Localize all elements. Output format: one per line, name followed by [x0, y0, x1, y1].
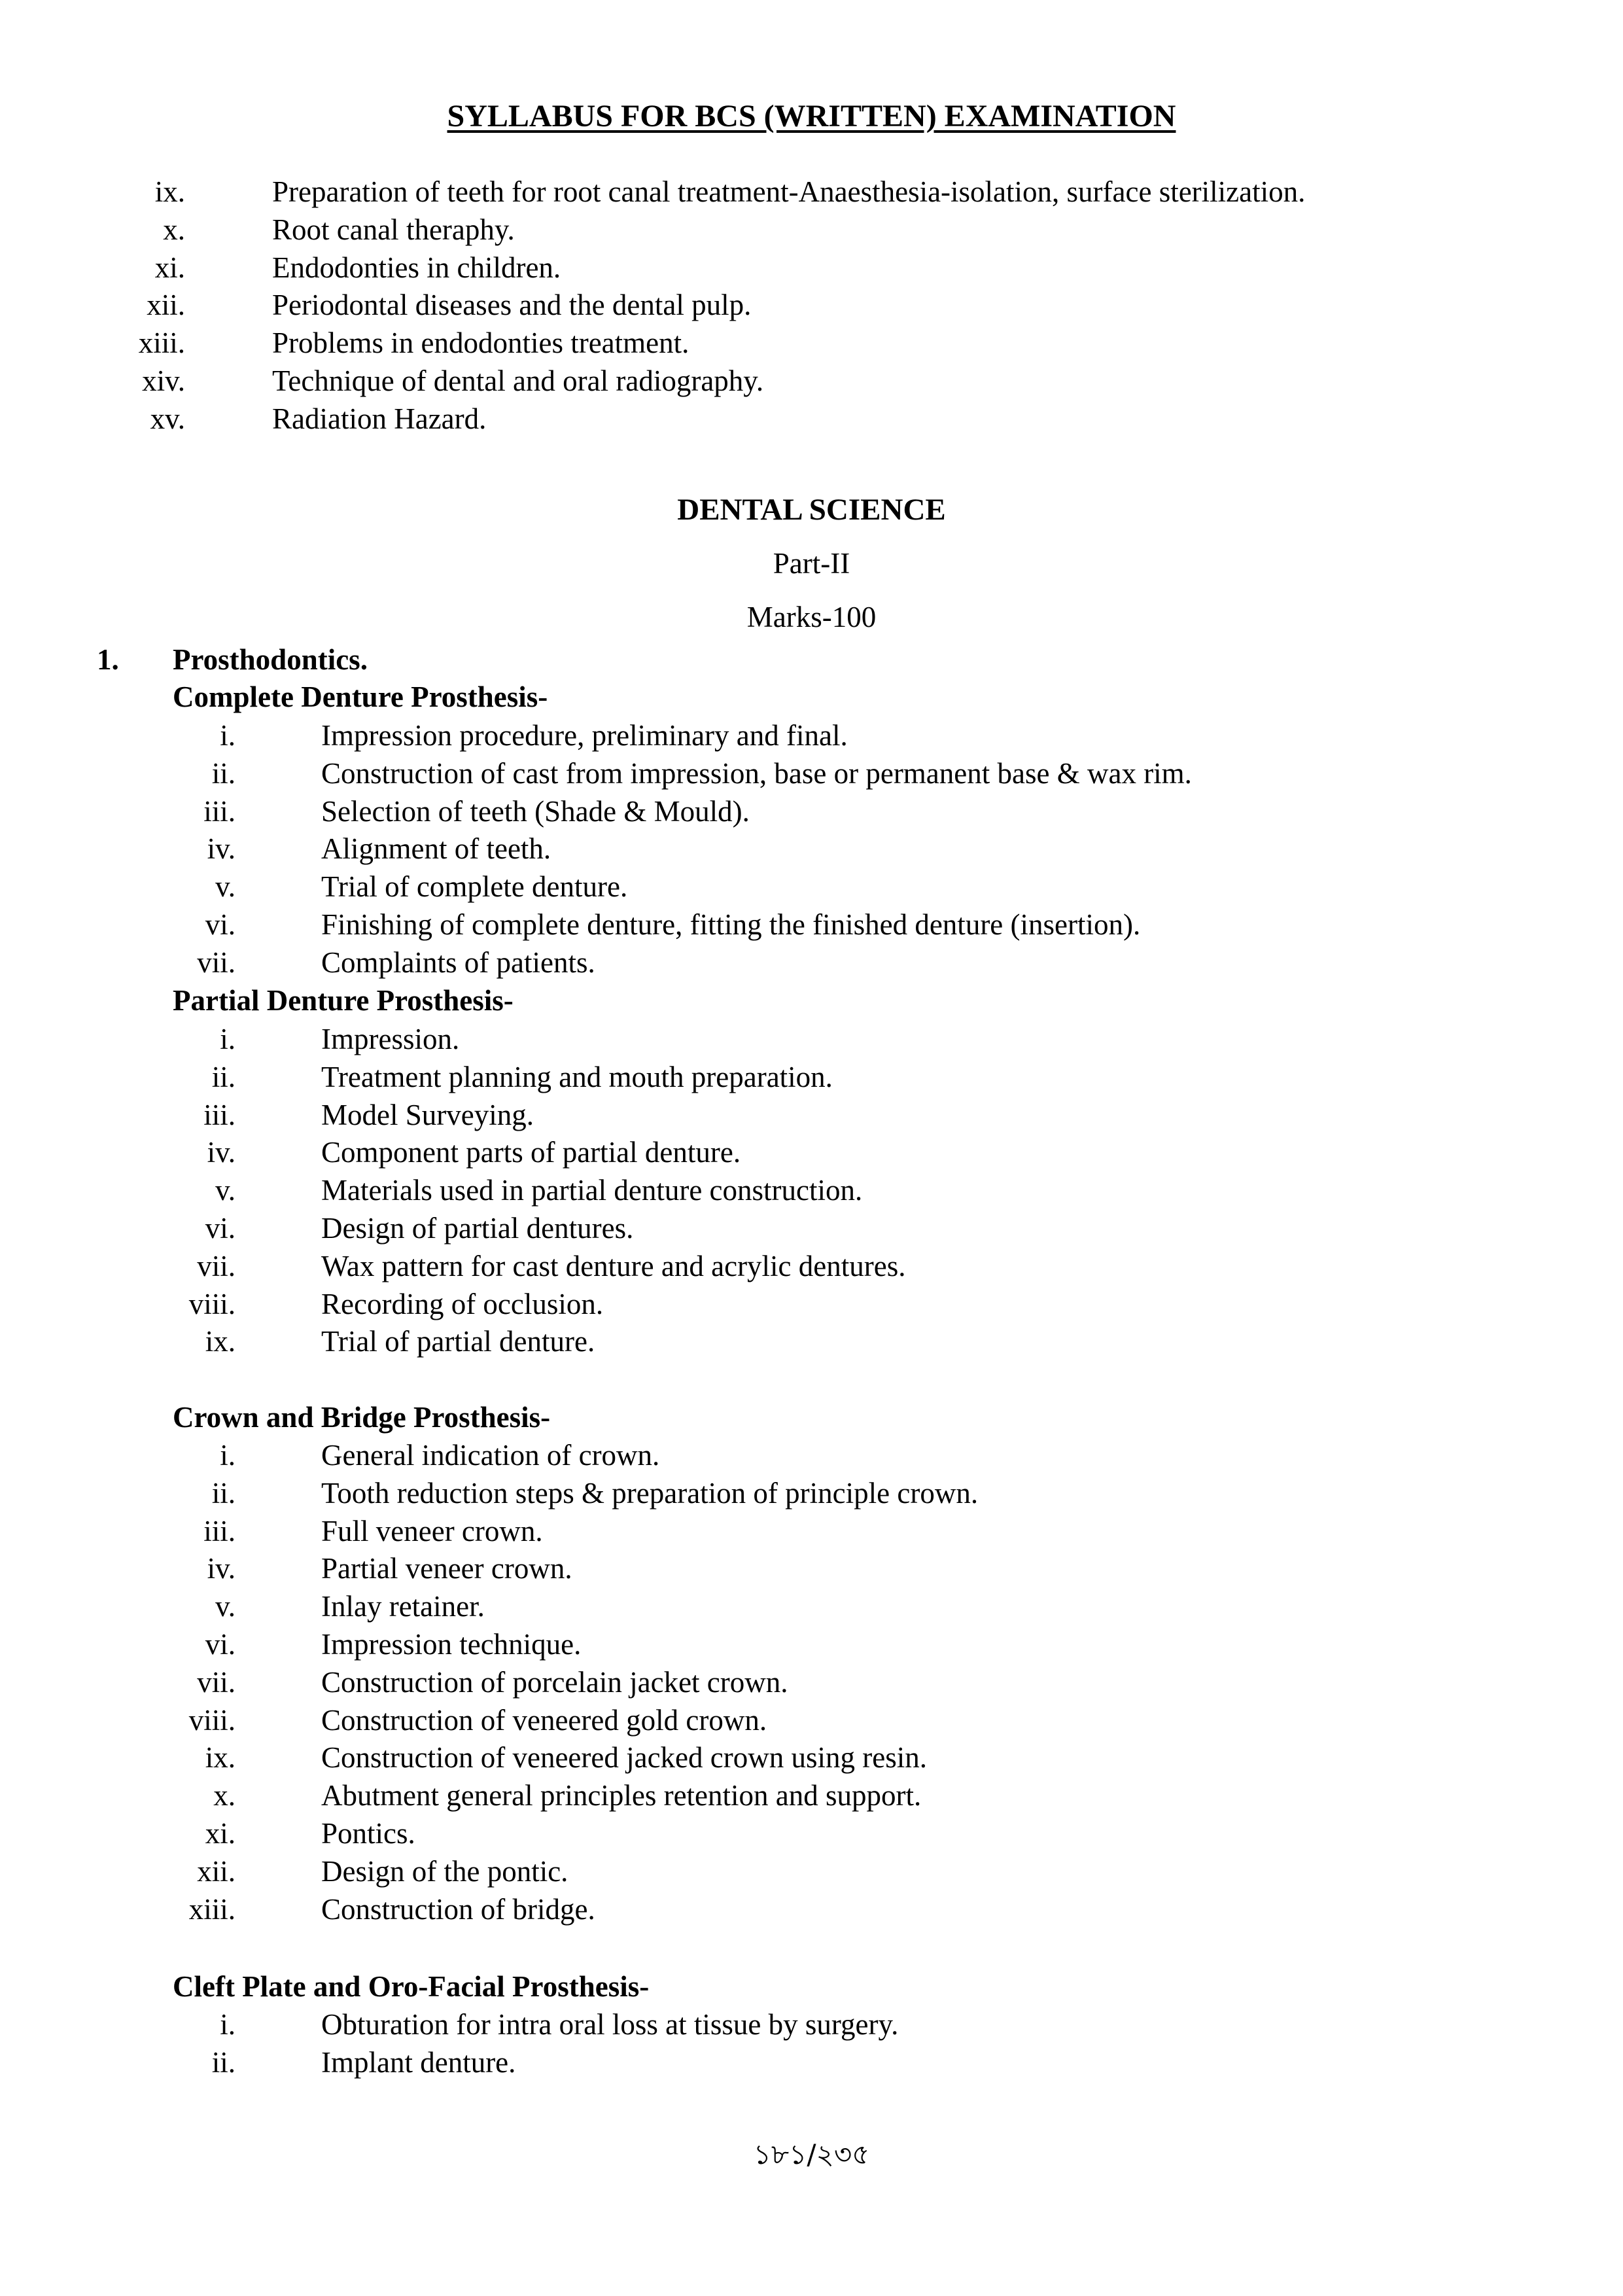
item-text: Wax pattern for cast denture and acrylic dentures. [321, 1249, 906, 1282]
cleft-plate-heading: Cleft Plate and Oro-Facial Prosthesis- [173, 1970, 650, 2003]
item-text: Abutment general principles retention and support. [321, 1779, 922, 1812]
item-text: Design of partial dentures. [321, 1211, 634, 1245]
item-number: vi. [205, 1211, 236, 1245]
item-number: viii. [188, 1703, 236, 1737]
item-number: xiii. [138, 327, 185, 360]
item-text: Impression technique. [321, 1627, 582, 1661]
item-number: xiii. [188, 1892, 236, 1926]
complete-denture-heading: Complete Denture Prosthesis- [173, 680, 548, 713]
item-text: Inlay retainer. [321, 1590, 485, 1623]
item-text: Impression procedure, preliminary and final. [321, 719, 848, 752]
item-number: xi. [205, 1816, 236, 1850]
item-text: Complaints of patients. [321, 945, 595, 979]
item-text: Problems in endodonties treatment. [272, 327, 689, 360]
item-text: Periodontal diseases and the dental pulp. [272, 289, 752, 322]
item-number: vii. [197, 945, 236, 979]
item-text: Selection of teeth (Shade & Mould). [321, 794, 750, 828]
item-number: v. [215, 870, 236, 904]
item-text: Construction of cast from impression, base or permanent base & wax rim. [321, 756, 1192, 790]
item-text: Alignment of teeth. [321, 832, 551, 866]
item-number: ii. [211, 1060, 236, 1093]
item-text: Pontics. [321, 1816, 415, 1850]
item-text: Endodonties in children. [272, 251, 561, 284]
item-number: ii. [211, 756, 236, 790]
item-number: xi. [154, 251, 185, 284]
item-number: x. [213, 1779, 236, 1812]
item-number: xii. [147, 289, 185, 322]
item-text: General indication of crown. [321, 1439, 660, 1472]
item-number: vi. [205, 1627, 236, 1661]
item-number: vi. [205, 908, 236, 941]
item-number: v. [215, 1590, 236, 1623]
item-number: ii. [211, 1476, 236, 1510]
partial-denture-heading: Partial Denture Prosthesis- [173, 984, 514, 1017]
item-number: iv. [207, 832, 236, 866]
item-text: Model Surveying. [321, 1098, 534, 1131]
item-number: ii. [211, 2045, 236, 2079]
item-text: Implant denture. [321, 2045, 516, 2079]
item-text: Trial of complete denture. [321, 870, 628, 904]
item-number: iv. [207, 1552, 236, 1585]
item-text: Construction of veneered jacked crown using resin. [321, 1741, 927, 1775]
item-number: viii. [188, 1287, 236, 1320]
item-number: ix. [154, 175, 185, 208]
item-text: Partial veneer crown. [321, 1552, 572, 1585]
item-text: Materials used in partial denture construction. [321, 1174, 863, 1207]
item-number: xv. [150, 402, 185, 435]
topic-number: 1. [97, 643, 119, 676]
section-part: Part-II [773, 547, 850, 580]
item-number: iv. [207, 1136, 236, 1169]
item-text: Construction of porcelain jacket crown. [321, 1665, 788, 1699]
item-number: vii. [197, 1249, 236, 1282]
item-text: Full veneer crown. [321, 1514, 543, 1547]
item-text: Design of the pontic. [321, 1854, 568, 1888]
item-number: vii. [197, 1665, 236, 1699]
item-text: Recording of occlusion. [321, 1287, 604, 1320]
item-text: Treatment planning and mouth preparation. [321, 1060, 833, 1093]
item-number: ix. [205, 1741, 236, 1775]
crown-bridge-heading: Crown and Bridge Prosthesis- [173, 1401, 551, 1434]
item-text: Obturation for intra oral loss at tissue by surgery. [321, 2008, 899, 2041]
item-text: Component parts of partial denture. [321, 1136, 741, 1169]
item-number: i. [220, 1023, 236, 1055]
item-number: iii. [203, 794, 236, 828]
page-title: SYLLABUS FOR BCS (WRITTEN) EXAMINATION [447, 99, 1176, 133]
item-text: Root canal theraphy. [272, 213, 515, 246]
item-text: Construction of veneered gold crown. [321, 1703, 767, 1737]
item-number: x. [163, 213, 185, 246]
topic-title: Prosthodontics. [173, 643, 368, 676]
item-number: i. [220, 719, 236, 752]
item-number: iii. [203, 1514, 236, 1547]
item-text: Tooth reduction steps & preparation of principle crown. [321, 1476, 979, 1510]
item-text: Construction of bridge. [321, 1892, 595, 1926]
page-number: ১৮১/২৩৫ [753, 2138, 870, 2170]
item-number: ix. [205, 1325, 236, 1358]
item-text: Technique of dental and oral radiography. [272, 364, 764, 397]
section-marks: Marks-100 [746, 601, 877, 633]
item-text: Finishing of complete denture, fitting the finished denture (insertion). [321, 908, 1141, 941]
item-number: xii. [197, 1854, 236, 1888]
item-text: Trial of partial denture. [321, 1325, 595, 1358]
item-text: Preparation of teeth for root canal treatment-Anaesthesia-isolation, surface sterilization. [272, 175, 1306, 208]
item-text: Radiation Hazard. [272, 402, 487, 435]
item-number: xiv. [142, 364, 185, 397]
item-number: i. [220, 1439, 236, 1472]
item-number: i. [220, 2008, 236, 2041]
section-title: DENTAL SCIENCE [677, 493, 946, 527]
item-text: Impression. [321, 1023, 460, 1055]
item-number: v. [215, 1174, 236, 1207]
item-number: iii. [203, 1098, 236, 1131]
